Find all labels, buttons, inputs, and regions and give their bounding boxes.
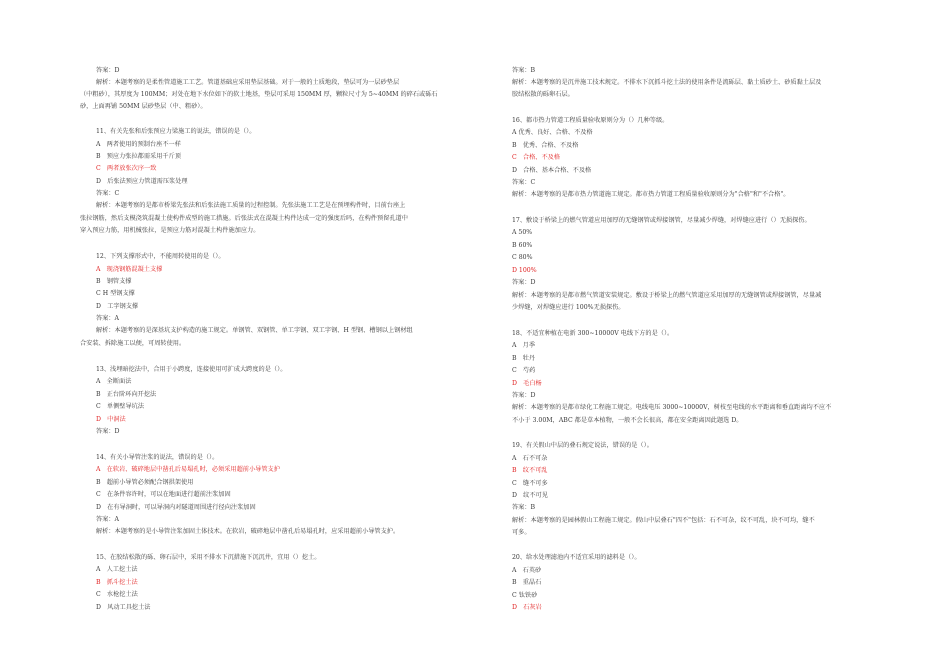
left-text-line: 13、浅埋暗挖法中，合用于小跨度，连接使用可扩成大跨度的是（）。 bbox=[96, 366, 287, 373]
right-text-line: 解析：本题考察的是都市热力管道施工规定。都市热力管道工程质量验收原则分为"合格"和"不合格"。 bbox=[512, 191, 790, 198]
left-text-line: 解析：本题考察的是深基坑支护构造的施工规定。单钢管、双钢管、单工字钢、双工字钢、H 型钢、槽钢以上钢材组 bbox=[96, 327, 413, 334]
left-text-line: 合安装、拆除施工以便，可周转使用。 bbox=[80, 340, 186, 347]
left-text-line: C 在条件容许时，可以在地面进行超前注浆加固 bbox=[96, 491, 231, 498]
right-text-line: A 月季 bbox=[512, 342, 536, 349]
right-text-line: 解析：本题考察的是都市燃气管道安装规定。敷设于桥梁上的燃气管道应采用加厚的无缝钢管或焊接钢管，尽量减 bbox=[512, 292, 822, 299]
left-text-line: 答案：D bbox=[96, 67, 120, 74]
right-text-line: 答案：D bbox=[512, 392, 536, 399]
right-text-line: 答案：B bbox=[512, 504, 536, 511]
left-text-line: C H 型钢支撑 bbox=[96, 290, 135, 297]
right-text-line: 解析：本题考察的是都市绿化工程施工规定。电线电压 3000~10000V，树枝至电线的水平距离和垂直距离均不应不 bbox=[512, 404, 832, 411]
right-text-line: 19、有关假山中层的叠石规定说法，错误的是（）。 bbox=[512, 442, 653, 449]
right-text-line: B 优秀、合格、不及格 bbox=[512, 142, 579, 149]
left-text-line: A 两者使用的预制台座不一样 bbox=[96, 141, 181, 148]
right-text-line: C 芍药 bbox=[512, 367, 536, 374]
right-text-line: 解析：本题考察的是沉井施工技术规定。不排水下沉抓斗挖土法的使用条件是流砾层、黏土质砂土、砂质黏土层及 bbox=[512, 79, 822, 86]
left-text-line: A 人工挖土法 bbox=[96, 566, 138, 573]
left-text-line: D 风动工具挖土法 bbox=[96, 604, 151, 611]
left-text-line: 砂，上面再铺 50MM 层砂垫层（中、粗砂）。 bbox=[80, 103, 207, 110]
right-text-line: 20、给水处理滤池内不适宜采用的滤料是（）。 bbox=[512, 554, 641, 561]
right-text-line: A 石英砂 bbox=[512, 567, 542, 574]
right-text-line: D 合格、基本合格、不及格 bbox=[512, 167, 592, 174]
left-text-line: 答案：C bbox=[96, 190, 120, 197]
left-text-line: 张拉钢筋，然后支模浇筑混凝土使构件成型的施工措施。后张法式在混凝土构件达成一定的强度后吗，在构件预留孔道中 bbox=[80, 215, 408, 222]
right-text-line: 答案：B bbox=[512, 67, 536, 74]
right-text-line: 答案：D bbox=[512, 279, 536, 286]
right-text-line: A 石不可杂 bbox=[512, 455, 548, 462]
left-text-line: C 两者放张次序一致 bbox=[96, 165, 157, 172]
right-text-line: B 纹不可乱 bbox=[512, 467, 548, 474]
left-text-line: 解析：本题考察的是柔性管道施工工艺。管道基础应采用垫层基础。对于一般的土质地段，垫层可为一层砂垫层 bbox=[96, 79, 400, 86]
left-text-line: 12、下列支撑形式中，不能周转使用的是（）。 bbox=[96, 253, 225, 260]
right-text-line: C 缝不可多 bbox=[512, 480, 548, 487]
left-text-line: A 在软岩、破碎地层中凿孔后易塌孔时，必须采用超前小导管支护 bbox=[96, 466, 280, 473]
left-text-line: 解析：本题考察的是都市桥梁先张法和后张法施工质量的过程控制。先张法施工工艺是在预埋构件时，目前台座上 bbox=[96, 202, 406, 209]
left-text-line: C 单侧壁导坑法 bbox=[96, 403, 145, 410]
left-text-line: 答案：D bbox=[96, 428, 120, 435]
right-text-line: 17、敷设于桥梁上的燃气管道应用加厚的无缝钢管或焊接钢管，尽量减少焊缝，对焊缝应进行（）无损探伤。 bbox=[512, 217, 811, 224]
left-text-line: A 现浇钢筋混凝土支撑 bbox=[96, 266, 163, 273]
left-text-line: （中粗砂），其厚度为 100MM；对处在地下水位如下的软土地基，垫层可采用 150MM 厚，颗粒尺寸为 5~40MM 的碎石或砾石 bbox=[80, 91, 438, 98]
left-text-line: D 后张法预应力管道需压浆处理 bbox=[96, 178, 188, 185]
right-text-line: B 重晶石 bbox=[512, 579, 542, 586]
left-text-line: D 在有导洞时，可以导洞内对隧道周围进行径向注浆加固 bbox=[96, 504, 256, 511]
right-text-line: 可多。 bbox=[512, 529, 531, 536]
right-text-line: 少焊缝，对焊缝应进行 100%无损探伤。 bbox=[512, 304, 625, 311]
left-text-line: 15、在胶结松散的砾、卵石层中，采用不排水下沉措施下沉沉井，宜用（）挖土。 bbox=[96, 554, 321, 561]
left-text-line: 穿入预应力筋，用机械张拉，是预应力筋对混凝土构件施加应力。 bbox=[80, 227, 260, 234]
right-text-line: D 纹不可见 bbox=[512, 492, 548, 499]
left-text-line: 14、有关小导管注浆的说法，错误的是（）。 bbox=[96, 454, 219, 461]
right-text-line: 解析：本题考察的是园林假山工程施工规定。假山中层叠石"四不"包括：石不可杂，纹不可乱，块不可均，缝不 bbox=[512, 517, 815, 524]
left-text-line: B 正台阶环向开挖法 bbox=[96, 391, 157, 398]
left-text-line: 答案：A bbox=[96, 516, 120, 523]
right-text-line: B 牡丹 bbox=[512, 355, 536, 362]
right-text-line: B 60% bbox=[512, 242, 533, 249]
right-text-line: A 50% bbox=[512, 229, 533, 236]
right-text-line: 胶结松散的砾卵石层。 bbox=[512, 91, 574, 98]
right-text-line: D 100% bbox=[512, 267, 537, 274]
right-text-line: D 毛白杨 bbox=[512, 380, 542, 387]
right-text-line: C 合格、不及格 bbox=[512, 154, 561, 161]
left-text-line: B 钢管支撑 bbox=[96, 278, 132, 285]
left-text-line: 解析：本题考察的是小导管注浆加固土体技术。在软岩，破碎地层中凿孔后易塌孔时，应采用超前小导管支护。 bbox=[96, 528, 400, 535]
right-text-line: C 钛铁砂 bbox=[512, 592, 538, 599]
right-text-line: 答案：C bbox=[512, 179, 536, 186]
right-text-line: 18、不适宜种植在电新 300~10000V 电线下方的是（）。 bbox=[512, 330, 674, 337]
left-text-line: C 水枪挖土法 bbox=[96, 591, 138, 598]
left-text-line: B 抓斗挖土法 bbox=[96, 579, 138, 586]
left-text-line: D 中洞法 bbox=[96, 416, 126, 423]
right-text-line: 16、都市热力管道工程质量验收原则分为（）几种等级。 bbox=[512, 117, 669, 124]
right-text-line: 不小于 3.00M，ABC 都是草本植物，一般不会长很高，都在安全距离因此题选 D。 bbox=[512, 417, 743, 424]
left-text-line: 答案：A bbox=[96, 315, 120, 322]
right-text-line: C 80% bbox=[512, 254, 533, 261]
left-text-line: A 全断面法 bbox=[96, 378, 132, 385]
left-text-line: 11、有关先张和后张预应力梁施工的说法，错误的是（）。 bbox=[96, 128, 256, 135]
right-text-line: A 优秀、良好、合格、不及格 bbox=[512, 129, 593, 136]
left-text-line: B 超前小导管必须配合钢拱架使用 bbox=[96, 479, 194, 486]
left-text-line: B 预应力张拉都需采用千斤顶 bbox=[96, 153, 181, 160]
right-text-line: D 石灰岩 bbox=[512, 604, 542, 611]
left-text-line: D 工字钢支撑 bbox=[96, 303, 139, 310]
